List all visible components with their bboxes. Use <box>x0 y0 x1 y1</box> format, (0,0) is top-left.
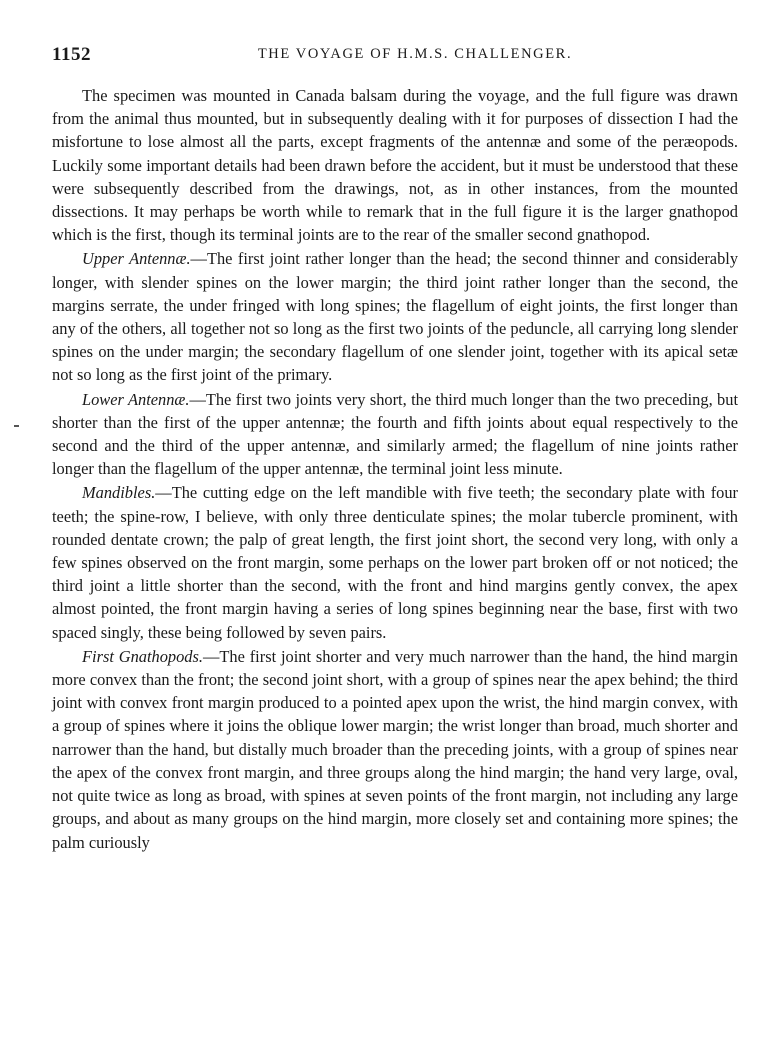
paragraph-upper-antennae <box>52 247 738 386</box>
running-title: THE VOYAGE OF H.M.S. CHALLENGER. <box>257 46 573 62</box>
paragraph-text: —The first joint shorter and very much narrower than the hand, the hind margin more convex than the front; the second joint short, with a group of spines near the apex behind; the third joint with convex front margin produced to a pointed apex upon the wrist, the hind margin convex, with a group of spines where it joins the oblique lower margin; the wrist longer than broad, much shorter and narrower than the hand, but distally much broader than the preceding joints, with a group of spines near the apex of the convex front margin, and three groups along the hind margin; the hand very large, oval, not quite twice as long as broad, with spines at seven points of the front margin, not including any large groups, and about as many groups on the hind margin, more closely set and containing more spines; the palm curiously <box>52 646 738 852</box>
paragraph-text: —The first joint rather longer than the head; the second thinner and considerably longer, with slender spines on the lower margin; the third joint rather longer than the second, the margins serrate, the under fringed with long spines; the flagellum of eight joints, the first longer than any of the others, all together not so long as the first two joints of the peduncle, all carrying long slender spines on the under margin; the secondary flagellum of one slender joint, together with its apical setæ not so long as the first joint of the primary. <box>52 249 739 385</box>
section-heading: Mandibles. <box>82 483 156 503</box>
page-header <box>52 36 738 76</box>
paragraph-text: —The first two joints very short, the third much longer than the two preceding, but shorter than the first of the upper antennæ; the fourth and fifth joints about equal respectively to the second and the third of the upper antennæ, and similarly armed; the flagellum of nine joints rather longer than the flagellum of the upper antennæ, the terminal joint less minute. <box>52 389 739 479</box>
paragraph-first-gnathopods <box>52 645 738 854</box>
paragraph-mandibles <box>52 481 738 643</box>
section-heading: Lower Antennæ. <box>82 389 190 409</box>
paragraph-specimen-notes <box>52 84 738 246</box>
paragraph-lower-antennae <box>52 388 738 481</box>
section-heading: Upper Antennæ. <box>82 249 191 269</box>
paragraph-text: The specimen was mounted in Canada balsam during the voyage, and the full figure was drawn from the animal thus mounted, but in subsequently dealing with it for purposes of dissection I had the misfortune to lose almost all the parts, except fragments of the antennæ and some of the peræopods. Luckily some important details had been drawn before the accident, but it must be understood that these were subsequently described from the drawings, not, as in other instances, from the mounted dissections. It may perhaps be worth while to remark that in the full figure it is the larger gnathopod which is the first, though its terminal joints are to the rear of the smaller second gnathopod. <box>52 86 738 245</box>
paragraph-text: —The cutting edge on the left mandible with five teeth; the secondary plate with four teeth; the spine-row, I believe, with only three denticulate spines; the molar tubercle prominent, with rounded dentate crown; the palp of great length, the first joint short, the second very long, with only a few spines observed on the front margin, some perhaps on the lower part broken off or not noticed; the third joint a little shorter than the second, with the front and hind margins gently convex, the apex almost pointed, the front margin having a series of long spines beginning near the base, first with two spaced singly, these being followed by seven pairs. <box>52 483 738 642</box>
page-number: 1152 <box>52 44 91 65</box>
margin-mark <box>14 425 19 427</box>
section-heading: First Gnathopods. <box>82 646 203 666</box>
body-text <box>52 84 738 854</box>
